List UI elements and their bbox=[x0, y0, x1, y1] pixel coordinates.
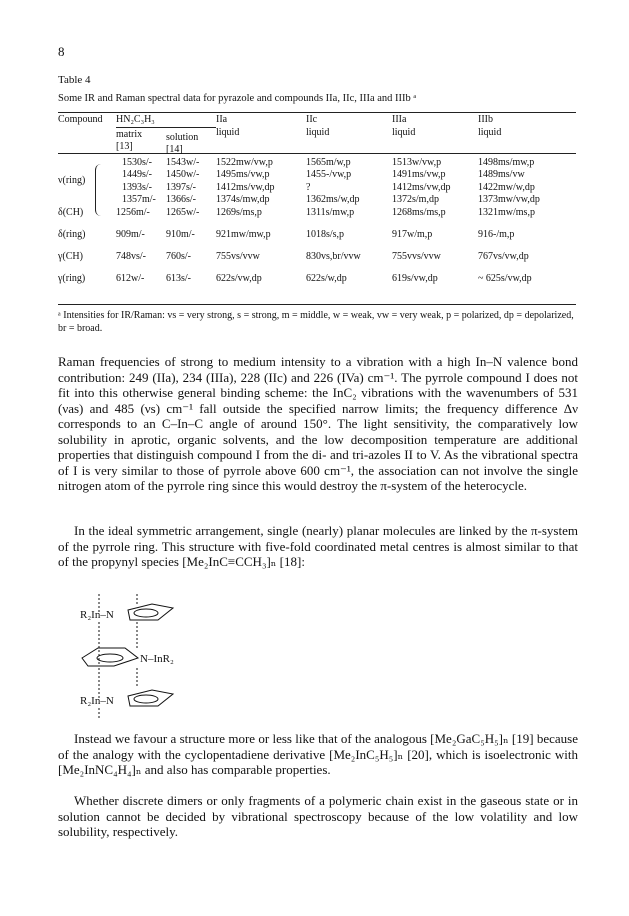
table-cell: 1543w/- bbox=[166, 156, 200, 168]
table-bottom-rule bbox=[58, 304, 576, 305]
table-cell: 755vvs/vvw bbox=[392, 250, 441, 262]
paragraph-favoured-structure: Instead we favour a structure more or less like that of the analogous [Me₂GaC₅H₅]ₙ [19] because of the analogy with the cyclopentadiene derivative [Me₂InC₅H₅]ₙ [20], which is isoelectronic with [Me₂InNC₄H₄]ₙ and also has comparable properties. bbox=[58, 731, 578, 777]
header-iic: IIc bbox=[306, 114, 318, 125]
table-cell: 622s/w,dp bbox=[306, 272, 347, 284]
table-cell: 1256m/- bbox=[116, 206, 150, 218]
table-cell: 1268ms/ms,p bbox=[392, 206, 446, 218]
label-r2in-n-bottom: R₂In–N bbox=[80, 695, 114, 707]
table-cell: 619s/vw,dp bbox=[392, 272, 438, 284]
ring-label-cell bbox=[58, 157, 116, 207]
table-cell: 613s/- bbox=[166, 272, 191, 284]
table-cell: 748vs/- bbox=[116, 250, 146, 262]
page-number: 8 bbox=[58, 44, 65, 59]
subheader-iic: liquid bbox=[306, 127, 330, 138]
table-cell: 1495ms/vw,p bbox=[216, 169, 270, 180]
ir-raman-table bbox=[58, 114, 576, 295]
row-label-delta-ring: δ(ring) bbox=[58, 228, 86, 240]
subheader-iia: liquid bbox=[216, 127, 240, 138]
table-cell: 1372s/m,dp bbox=[392, 194, 439, 205]
table-cell: 1397s/- bbox=[166, 181, 196, 193]
table-cell: 830vs,br/vvw bbox=[306, 250, 361, 262]
row-label-delta-ch: δ(CH) bbox=[58, 206, 84, 218]
table-cell: 1373mw/vw,dp bbox=[478, 194, 540, 205]
table-cell: 1491ms/vw,p bbox=[392, 169, 446, 180]
row-label-gamma-ring: γ(ring) bbox=[58, 272, 86, 284]
table-cell: 1018s/s,p bbox=[306, 228, 345, 240]
header-compound: Compound bbox=[58, 114, 103, 125]
table-cell: 1321mw/ms,p bbox=[478, 206, 535, 218]
ring-brace bbox=[95, 164, 101, 216]
table-label: Table 4 bbox=[58, 74, 91, 86]
header-iia: IIa bbox=[216, 114, 228, 125]
table-cell: 1366s/- bbox=[166, 194, 196, 205]
table-cell: 760s/- bbox=[166, 250, 191, 262]
table-cell: ~ 625s/vw,dp bbox=[478, 272, 532, 284]
table-cell: 910m/- bbox=[166, 228, 195, 240]
table-cell: 1522mw/vw,p bbox=[216, 156, 273, 168]
table-cell: 1450w/- bbox=[166, 169, 200, 180]
header-iiib: IIIb bbox=[478, 114, 493, 125]
table-cell: 1374s/mw,dp bbox=[216, 194, 270, 205]
pyrrole-ring-middle bbox=[82, 648, 138, 666]
table-cell: 767vs/vw,dp bbox=[478, 250, 529, 262]
paragraph-dimers: Whether discrete dimers or only fragments of a polymeric chain exist in the gaseous state or in solution cannot be decided by vibrational spectroscopy because of the low volatility and low solubility, respectively. bbox=[58, 793, 578, 839]
paragraph-ideal-arrangement: In the ideal symmetric arrangement, single (nearly) planar molecules are linked by the π-system of the pyrrole ring. This structure with five-fold coordinated metal centres is almost similar to that of the propynyl species [Me₂InC≡CCH₃]ₙ [18]: bbox=[58, 523, 578, 569]
subheader-solution: solution [14] bbox=[166, 127, 216, 157]
table-cell: ? bbox=[306, 181, 311, 193]
label-n-inr2-middle: N–InR₂ bbox=[140, 653, 174, 665]
table-cell: 1455-/vw,p bbox=[306, 169, 352, 180]
table-cell: 1265w/- bbox=[166, 206, 200, 218]
table-cell: 1498ms/mw,p bbox=[478, 156, 535, 168]
table-cell: 1513w/vw,p bbox=[392, 156, 442, 168]
table-cell: 1393s/- bbox=[122, 181, 152, 193]
table-cell: 755vs/vvw bbox=[216, 250, 260, 262]
table-cell: 917w/m,p bbox=[392, 228, 433, 240]
table-cell: 612w/- bbox=[116, 272, 145, 284]
table-cell: 916-/m,p bbox=[478, 228, 515, 240]
table-cell: 1412ms/vw,dp bbox=[216, 181, 275, 193]
row-label-gamma-ch: γ(CH) bbox=[58, 250, 83, 262]
table-cell: 1269s/ms,p bbox=[216, 206, 262, 218]
table-cell: 1565m/w,p bbox=[306, 156, 351, 168]
table-cell: 1362ms/w,dp bbox=[306, 194, 360, 205]
header-pyrazole: HN₂C₃H₃ bbox=[116, 114, 155, 125]
paragraph-raman: Raman frequencies of strong to medium intensity to a vibration with a high In–N valence bond contribution: 249 (IIa), 234 (IIIa), 228 (IIc) and 226 (IVa) cm⁻¹. The pyrrole compound I does not fit into this otherwise general binding scheme: the InC₂ vibrations with the wavenumbers of 531 (νas) and 485 (νs) cm⁻¹ fall outside the specified narrow limits; the frequency difference Δν corresponds to an C–In–C angle of around 150°. The light sensitivity, the comparatively low solubility in aprotic, organic solvents, and the low decomposition temperature are additional properties that distinguish compound I from the di- and tri-azoles II to V. As the vibrational spectra of I is very similar to those of pyrrole above 600 cm⁻¹, the association can not involve the single nitrogen atom of the pyrrole ring since this would destroy the π-system of the heterocycle. bbox=[58, 354, 578, 493]
subheader-iiib: liquid bbox=[478, 127, 502, 138]
table-top-rule bbox=[58, 112, 576, 113]
polymer-structure-diagram bbox=[80, 592, 250, 722]
table-cell: 1489ms/vw bbox=[478, 169, 525, 180]
table-cell: 1412ms/vw,dp bbox=[392, 181, 451, 193]
table-cell: 1311s/mw,p bbox=[306, 206, 355, 218]
table-cell: 1357m/- bbox=[122, 194, 156, 205]
table-cell: 622s/vw,dp bbox=[216, 272, 262, 284]
header-iiia: IIIa bbox=[392, 114, 407, 125]
label-r2in-n-top: R₂In–N bbox=[80, 609, 114, 621]
table-footnote: ᵃ Intensities for IR/Raman: vs = very strong, s = strong, m = middle, w = weak, vw = very weak, p = polarized, dp = depolarized, br = broad. bbox=[58, 310, 574, 334]
subheader-iiia: liquid bbox=[392, 127, 416, 138]
table-caption: Some IR and Raman spectral data for pyrazole and compounds IIa, IIc, IIIa and IIIb ᵃ bbox=[58, 93, 417, 104]
subheader-matrix: matrix [13] bbox=[116, 127, 166, 157]
table-cell: 1530s/- bbox=[122, 156, 152, 168]
row-label-nu-ring: ν(ring) bbox=[58, 175, 86, 187]
table-cell: 909m/- bbox=[116, 228, 145, 240]
table-cell: 1422mw/w,dp bbox=[478, 181, 535, 193]
table-cell: 1449s/- bbox=[122, 169, 152, 180]
table-cell: 921mw/mw,p bbox=[216, 228, 271, 240]
